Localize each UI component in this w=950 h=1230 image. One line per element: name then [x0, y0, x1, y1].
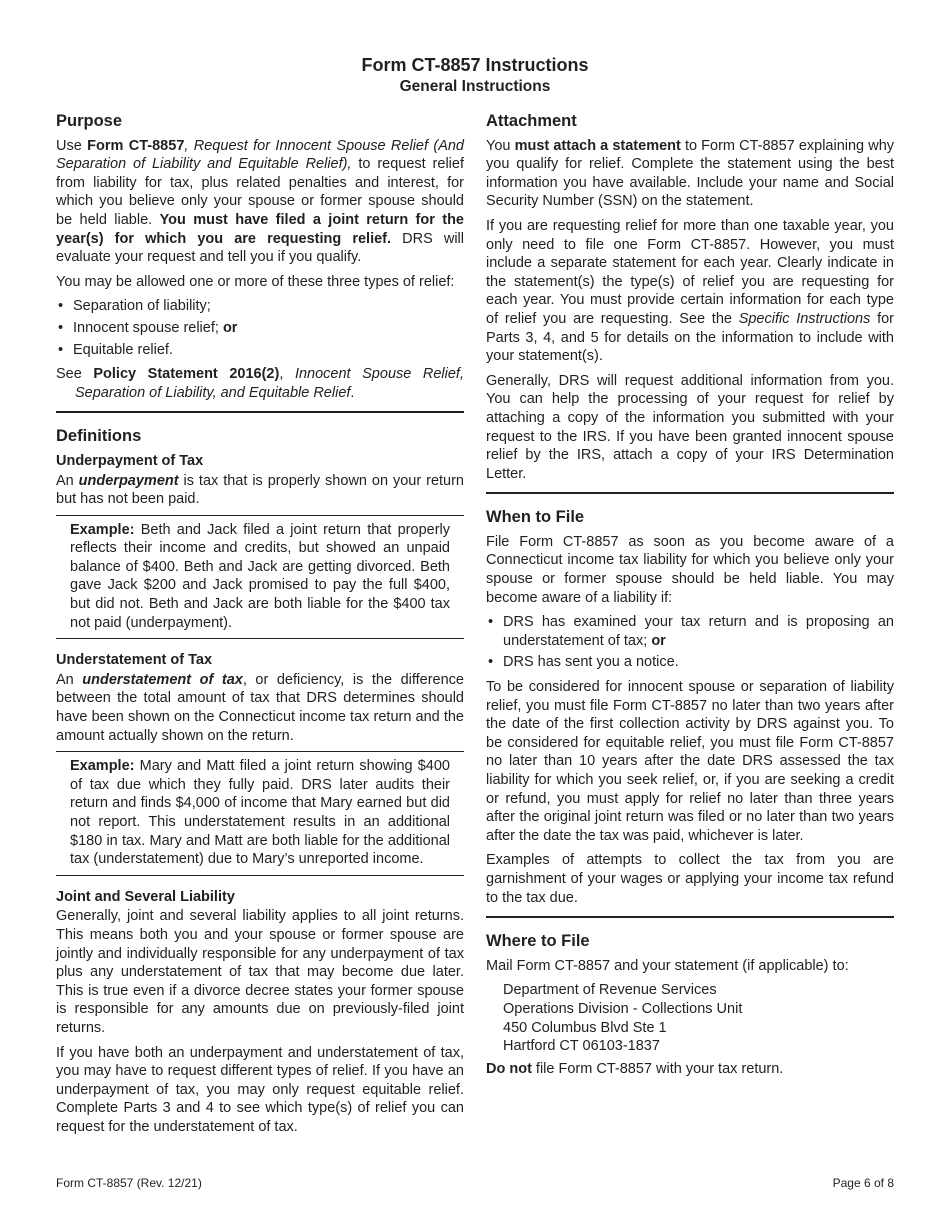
- footer-page-number: Page 6 of 8: [832, 1176, 894, 1190]
- section-divider: [56, 411, 464, 413]
- joint-liability-paragraph: Generally, joint and several liability applies to all joint returns. This means both you and your spouse or former spouse are jointly and individually responsible for any underpayment of tax plus any understatement of tax that may become due later. This is true even if a divorce decree states your former spouse is responsible for any amounts due on previously-filed joint returns.: [56, 908, 464, 1036]
- mailing-address: [486, 981, 894, 1055]
- mailing-instruction: Mail Form CT-8857 and your statement (if applicable) to:: [486, 957, 849, 974]
- underpayment-definition: An underpayment is tax that is properly shown on your return but has not been paid.: [56, 472, 464, 508]
- address-line: 450 Columbus Blvd Ste 1: [503, 1019, 667, 1036]
- attachment-heading: Attachment: [486, 112, 577, 130]
- when-to-file-heading: When to File: [486, 508, 585, 527]
- section-divider: [486, 492, 894, 494]
- joint-liability-paragraph-2: If you have both an underpayment and understatement of tax, you may have to request different types of relief. If you have an underpayment of tax, you may only request equitable relief. Complete Parts 3 and 4 to see which type(s) of relief you can request for the understatement of tax.: [56, 1044, 464, 1135]
- purpose-paragraph: Use Form CT-8857, Request for Innocent Spouse Relief (And Separation of Liability and Equitable Relief), to request relief from liability for tax, plus related penalties and interest, for which you believe only your spouse or former spouse should be held liable. You must have filed a joint return for the year(s) for which you are requesting relief. DRS will evaluate your request and tell you if you qualify.: [56, 137, 464, 266]
- section-divider: [486, 916, 894, 918]
- attachment-paragraph: You must attach a statement to Form CT-8857 explaining why you qualify for relief. Complete the statement using the best information you have available. Include your name and Social Security Number (SSN) on the statement.: [486, 137, 895, 210]
- liability-awareness-list: [486, 613, 894, 672]
- address-line: Department of Revenue Services: [503, 982, 717, 999]
- attachment-section: [486, 112, 894, 483]
- policy-statement-reference: See Policy Statement 2016(2), Innocent Spouse Relief, Separation of Liability, and Equitable Relief.: [56, 366, 464, 401]
- relief-types-intro: You may be allowed one or more of these three types of relief:: [56, 273, 455, 290]
- filing-deadline-paragraph: To be considered for innocent spouse or separation of liability relief, you must file Form CT-8857 no later than two years after the date of the first collection activity by DRS against you. To be considered for equitable relief, you must file Form CT-8857 no later than 10 years after the date DRS assessed the tax liability for which you seek relief, or, if you are seeking a credit or refund, you must apply for relief no later than three years after the original joint return was filed or no later than two years after the date the tax was paid, whichever is later.: [486, 679, 894, 844]
- list-item: • DRS has sent you a notice.: [486, 653, 894, 672]
- where-to-file-section: [486, 932, 894, 1078]
- do-not-file-note: Do not file Form CT-8857 with your tax return.: [486, 1060, 784, 1077]
- list-item: • DRS has examined your tax return and is proposing an understatement of tax; or: [486, 613, 894, 650]
- definitions-section: [56, 427, 464, 1136]
- address-line: Hartford CT 06103-1837: [503, 1038, 660, 1055]
- page-subtitle: General Instructions: [399, 78, 551, 95]
- definitions-heading: Definitions: [56, 427, 142, 446]
- when-to-file-paragraph: File Form CT-8857 as soon as you become aware of a Connecticut income tax liability for which you believe only your spouse or former spouse should be held liable. You may become aware of a liability if:: [486, 533, 894, 606]
- address-line: Operations Division - Collections Unit: [503, 1000, 743, 1017]
- understatement-heading: Understatement of Tax: [56, 652, 213, 669]
- collection-examples-paragraph: Examples of attempts to collect the tax from you are garnishment of your wages or applying your income tax refund to the tax due.: [486, 852, 894, 906]
- underpayment-example: Example: Beth and Jack filed a joint return that properly reflects their income and credits, but showed an unpaid balance of $400. Beth and Jack are getting divorced. Beth gave Jack $200 and Jack promised to pay the full $400, but did not. Beth and Jack are both liable for the $400 tax not paid (underpayment).: [56, 515, 464, 640]
- purpose-heading: Purpose: [56, 112, 123, 130]
- right-column: [486, 112, 894, 1084]
- attachment-paragraph-3: Generally, DRS will request additional information from you. You can help the processing of your request for relief by attaching a copy of the information you submitted with your request to the IRS. If you have been granted innocent spouse relief by the IRS, attach a copy of your IRS Determination Letter.: [486, 372, 894, 482]
- list-item: • Separation of liability;: [56, 297, 464, 316]
- purpose-section: [56, 112, 464, 402]
- joint-liability-heading: Joint and Several Liability: [56, 888, 235, 905]
- underpayment-heading: Underpayment of Tax: [56, 452, 204, 469]
- where-to-file-heading: Where to File: [486, 932, 590, 951]
- left-column: [56, 112, 464, 1143]
- relief-types-list: [56, 297, 464, 359]
- page-title: Form CT-8857 Instructions: [361, 55, 589, 75]
- list-item: • Equitable relief.: [56, 341, 464, 360]
- understatement-definition: An understatement of tax, or deficiency, is the difference between the total amount of tax that DRS determines should have been shown on the Connecticut income tax return and the amount actually shown on the return.: [56, 671, 464, 744]
- list-item: • Innocent spouse relief; or: [56, 319, 464, 338]
- footer-form-revision: Form CT-8857 (Rev. 12/21): [56, 1176, 202, 1190]
- when-to-file-section: [486, 508, 894, 907]
- understatement-example: Example: Mary and Matt filed a joint return showing $400 of tax due which they fully paid. DRS later audits their return and finds $4,000 of income that Mary earned but did not report. This understatement results in an additional $180 in tax. Mary and Matt are both liable for the additional tax (understatement) due to Mary’s unreported income.: [56, 751, 464, 876]
- attachment-paragraph-2: If you are requesting relief for more than one taxable year, you only need to file one Form CT-8857. However, you must include a separate statement for each year. Clearly indicate in the statement(s) the type(s) of relief you are requesting for each year. You must provide certain information for each type of relief you are requesting. See the Specific Instructions for Parts 3, 4, and 5 for details on the information to include with your statement(s).: [486, 217, 894, 365]
